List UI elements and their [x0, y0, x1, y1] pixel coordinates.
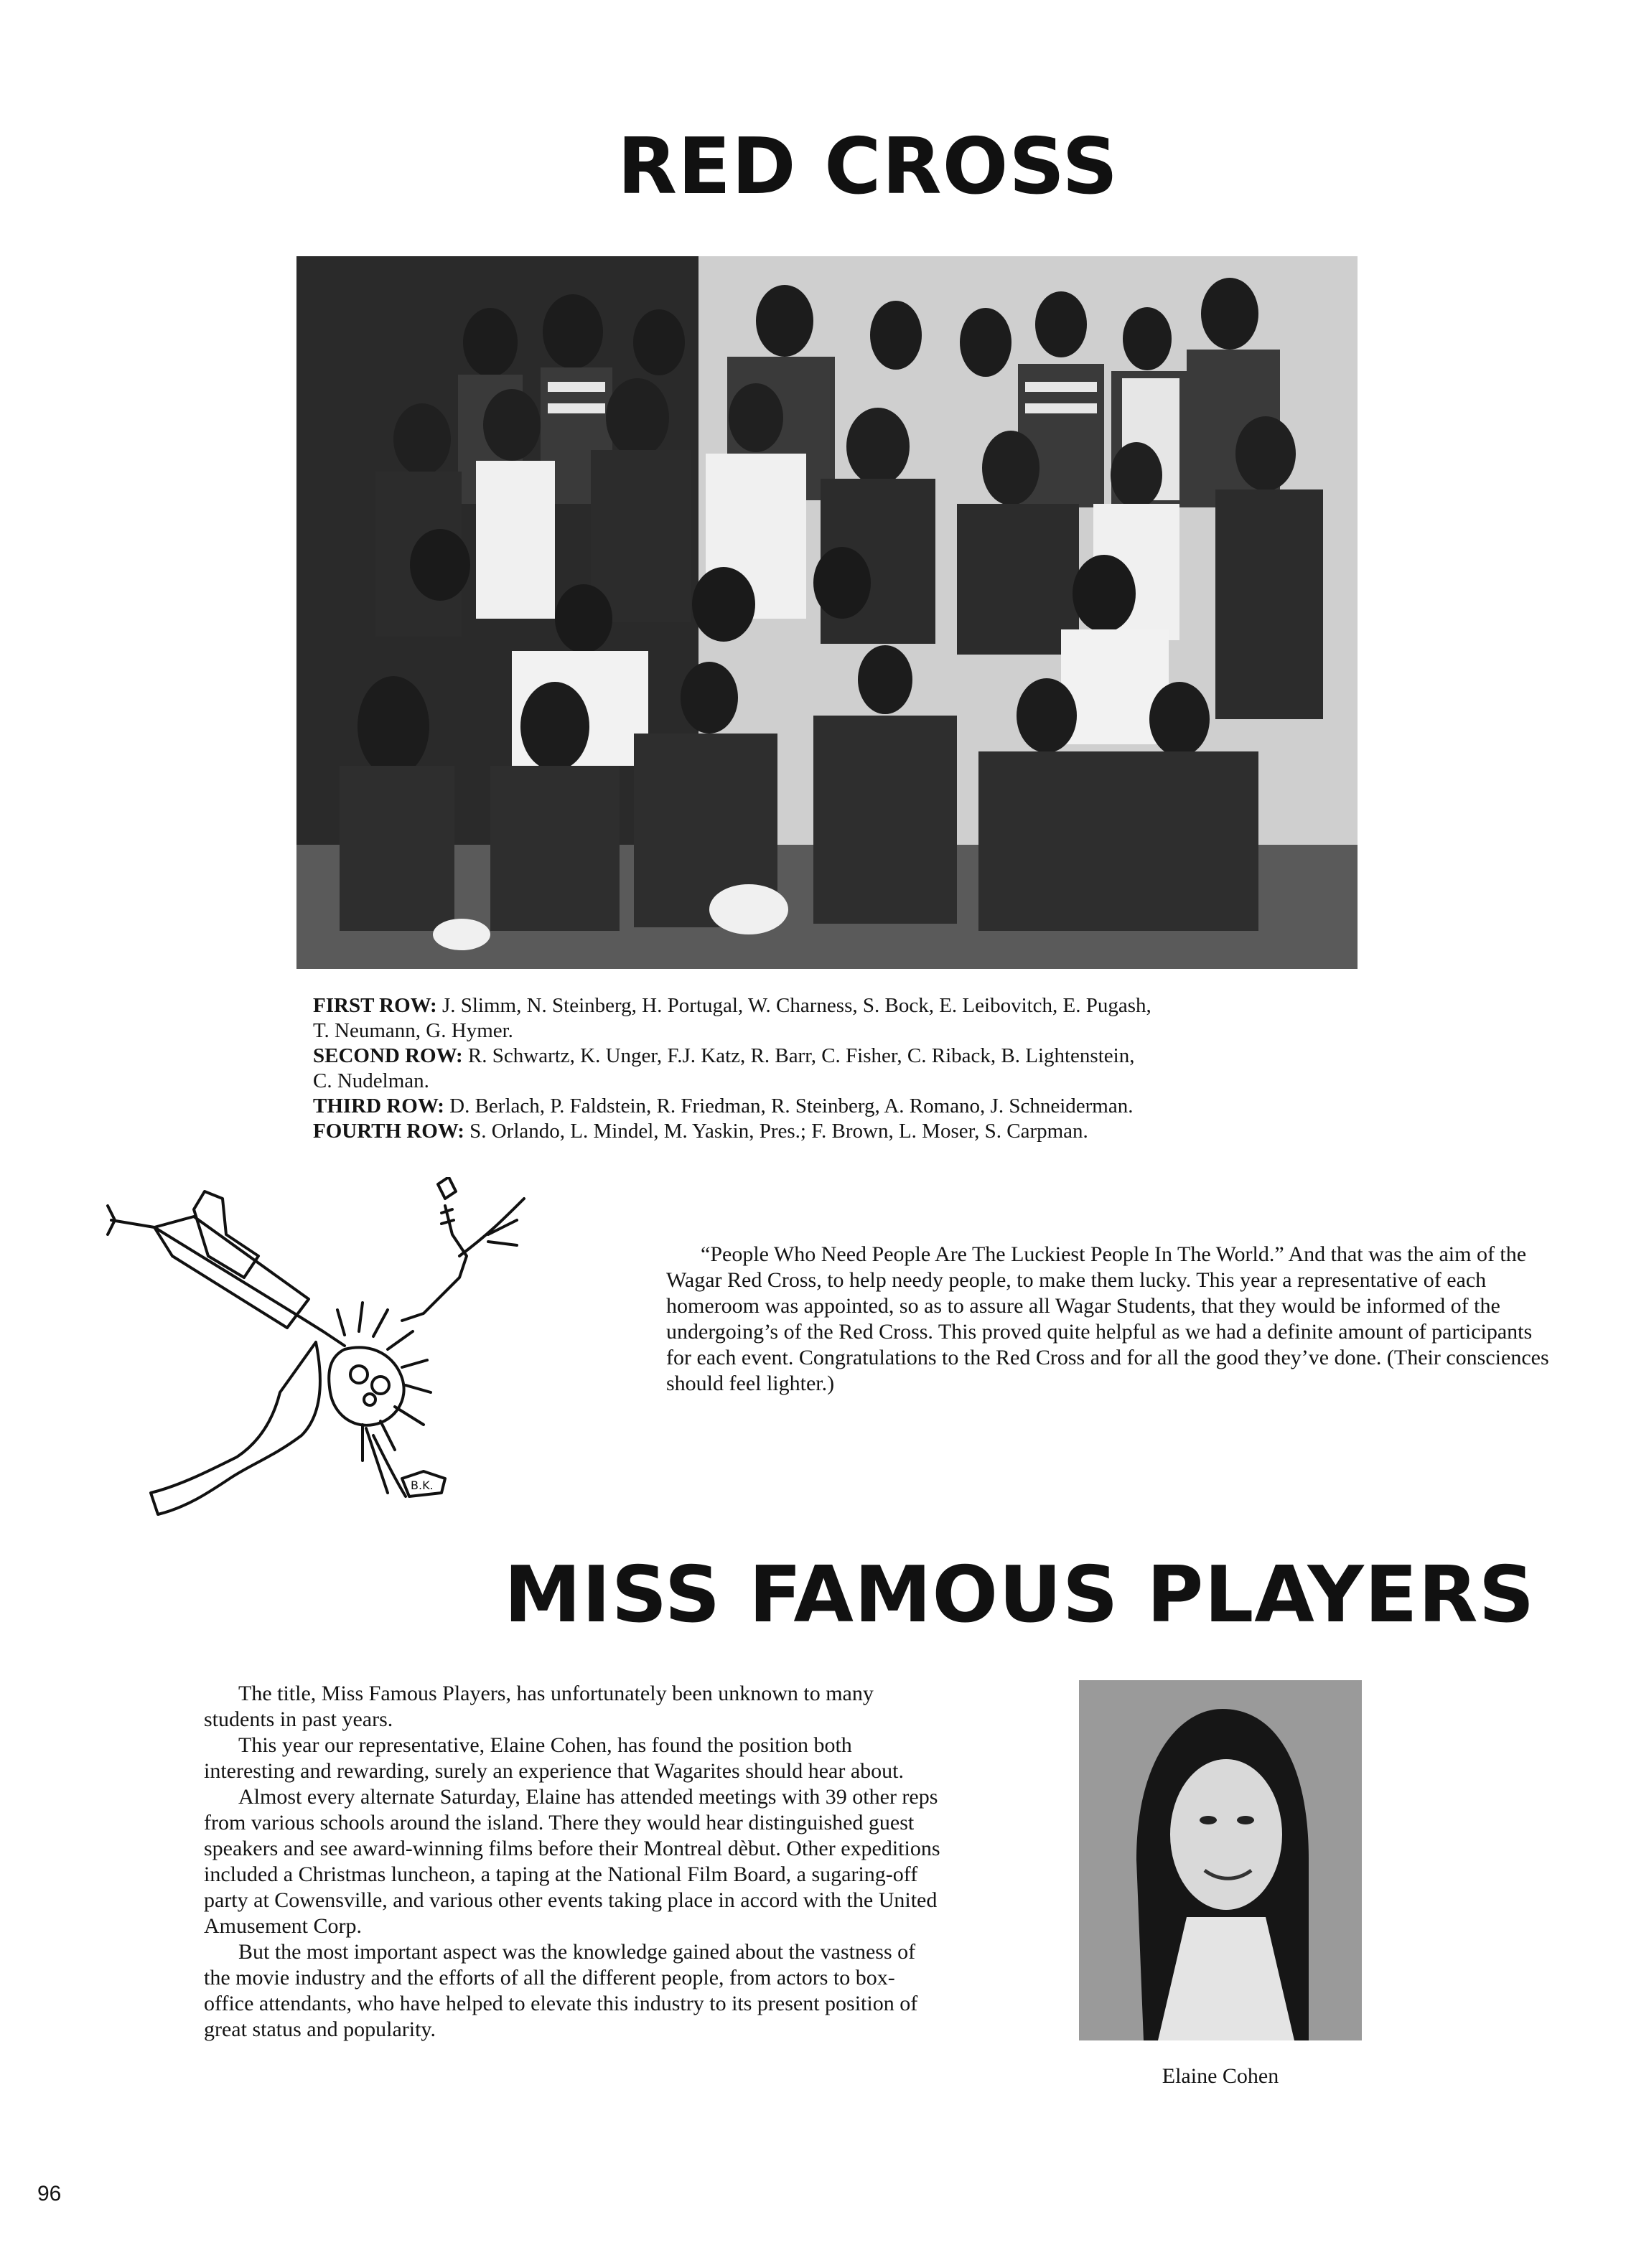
red-cross-roster: [313, 993, 1332, 1144]
roster-label: FIRST ROW:: [313, 994, 437, 1017]
red-cross-body-text: “People Who Need People Are The Luckiest People In The World.” And that was the aim of the Wagar Red Cross, to help needy people, to make them lucky. This year a representative of each homeroom was appointed, so as to assure all Wagar Students, that they would be informed of the undergoing’s of the Red Cross. This proved quite helpful as we had a definite amount of participants for each event. Congratulations to the Red Cross and for all the good they’ve done. (Their consciences should feel lighter.): [666, 1242, 1549, 1395]
cartoon-illustration: [86, 1177, 589, 1536]
red-cross-title: RED CROSS: [617, 122, 1119, 212]
roster-names: T. Neumann, G. Hymer.: [313, 1019, 513, 1042]
roster-names: R. Schwartz, K. Unger, F.J. Katz, R. Barr, C. Fisher, C. Riback, B. Lightenstein,: [467, 1044, 1135, 1067]
page-number: 96: [37, 2182, 62, 2206]
portrait-caption: Elaine Cohen: [1162, 2064, 1279, 2088]
miss-famous-players-title: MISS FAMOUS PLAYERS: [504, 1550, 1536, 1640]
elaine-cohen-portrait: [1079, 1680, 1362, 2040]
roster-line: [313, 993, 1332, 1018]
roster-line: [313, 1069, 1332, 1094]
miss-famous-players-article: [204, 1681, 943, 2043]
roster-names: J. Slimm, N. Steinberg, H. Portugal, W. Charness, S. Bock, E. Leibovitch, E. Pugash,: [441, 994, 1151, 1017]
article-paragraph: This year our representative, Elaine Cohen, has found the position both interesting and rewarding, surely an experience that Wagarites should hear about.: [204, 1733, 905, 1783]
roster-line: [313, 1119, 1332, 1144]
roster-line: [313, 1094, 1332, 1119]
red-cross-group-photo: [296, 256, 1358, 969]
roster-names: S. Orlando, L. Mindel, M. Yaskin, Pres.; F. Brown, L. Moser, S. Carpman.: [469, 1120, 1088, 1143]
article-paragraph: But the most important aspect was the knowledge gained about the vastness of the movie industry and the efforts of all the different people, from actors to box-office attendants, who have helped to elevate this industry to its present position of great status and popularity.: [204, 1940, 918, 2041]
cartoon-initials: B.K.: [411, 1479, 434, 1492]
article-paragraph: Almost every alternate Saturday, Elaine has attended meetings with 39 other reps from various schools around the island. There they would hear distinguished guest speakers and see award-winning films before their Montreal dèbut. Other expeditions included a Christmas luncheon, a taping at the National Film Board, a sugaring-off party at Cowensville, and various other events taking place in accord with the United Amusement Corp.: [204, 1785, 940, 1938]
roster-names: C. Nudelman.: [313, 1069, 429, 1092]
red-cross-paragraph: [666, 1242, 1556, 1397]
roster-line: [313, 1044, 1332, 1069]
article-paragraph: The title, Miss Famous Players, has unfortunately been unknown to many students in past years.: [204, 1682, 874, 1731]
roster-label: FOURTH ROW:: [313, 1120, 464, 1143]
roster-label: SECOND ROW:: [313, 1044, 463, 1067]
roster-line: [313, 1018, 1332, 1044]
roster-names: D. Berlach, P. Faldstein, R. Friedman, R. Steinberg, A. Romano, J. Schneiderman.: [449, 1095, 1134, 1117]
roster-label: THIRD ROW:: [313, 1095, 444, 1117]
